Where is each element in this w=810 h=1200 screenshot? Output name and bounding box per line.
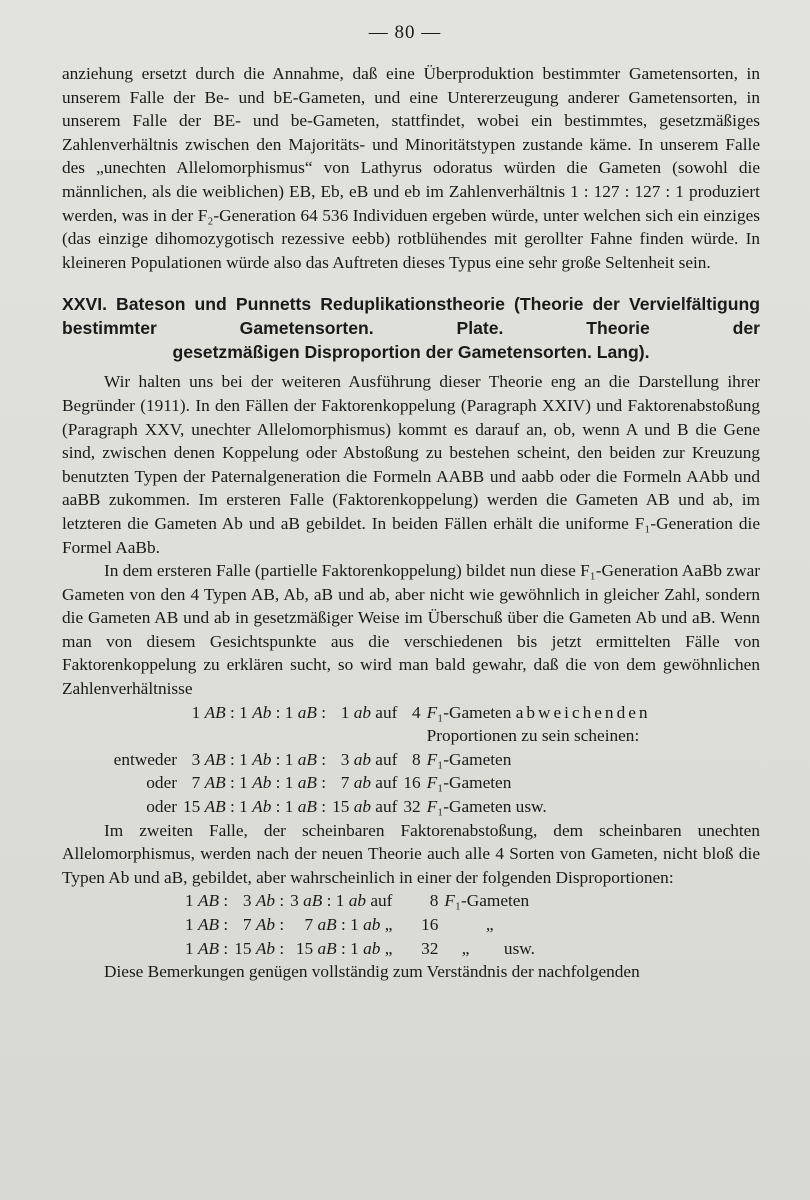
formula-n4: 3: [340, 749, 350, 769]
formula-mid: 15: [295, 938, 314, 958]
formula-n1: 15: [183, 797, 201, 817]
section-heading: [62, 292, 760, 364]
paragraph-4: Im zweiten Falle, der scheinbaren Faktorenabstoßung, dem scheinbaren unechten Allelomorphismus, werden nach der neuen Theorie auch alle 4 Sorten von Gameten, nicht bloß die Typen Ab und aB, gebildet, aber wahrscheinlich in einer der folgenden Disproportionen:: [62, 820, 760, 887]
section-heading-line2: gesetzmäßigen Disproportion der Gametensorten. Lang).: [172, 342, 650, 363]
formula-mid: 15: [234, 938, 252, 958]
formula-mid: 7: [242, 915, 252, 934]
formula-n1: 7: [191, 773, 201, 793]
formula-table-coupling: [92, 701, 654, 819]
formula-lead: [92, 701, 180, 725]
formula-table-repulsion: [182, 889, 538, 960]
formula-row: oder 7 AB : 1 Ab : 1 aB : 7 ab auf 16 F₁-Gameten: [92, 771, 654, 795]
formula-total: 32: [421, 938, 439, 958]
formula-total: 4: [412, 702, 421, 722]
formula-row: 1 AB : 1 Ab : 1 aB : 1 ab auf 4 F₁-Gameten abweichenden: [92, 701, 654, 725]
formula-n1: 1: [191, 702, 201, 722]
formula-n4: 7: [340, 773, 350, 793]
formula-total: 8: [429, 891, 439, 911]
formula-row: oder 15 AB : 1 Ab : 1 aB : 15 ab auf 32 F₁-Gameten usw.: [92, 795, 654, 819]
formula-row: 1 AB : 15 Ab : 15 aB : 1 ab „ 32 „ usw.: [185, 938, 535, 958]
page-body: [62, 62, 760, 984]
formula-lead: oder: [146, 773, 177, 793]
formula-tail2: Proportionen zu sein scheinen:: [426, 726, 640, 746]
formula-lead: oder: [146, 797, 177, 817]
page-number: — 80 —: [368, 22, 442, 43]
formula-total: 16: [403, 773, 421, 793]
section-heading-line1: XXVI. Bateson und Punnetts Reduplikationstheorie (Theorie der Vervielfältigung bestimmter Gametensorten. Plate. Theorie der: [62, 294, 760, 339]
paragraph-5: Diese Bemerkungen genügen vollständig zum Verständnis der nachfolgenden: [104, 962, 640, 982]
formula-lead: entweder: [113, 749, 177, 769]
formula-total: 8: [412, 749, 421, 769]
formula-mid: 3: [290, 891, 299, 911]
formula-total: 32: [403, 797, 421, 817]
formula-total: 16: [421, 915, 439, 934]
formula-row: 1 AB : 3 Ab : 3 aB : 1 ab auf 8 F₁-Gameten: [185, 891, 530, 911]
formula-n4: 1: [340, 702, 350, 722]
formula-mid: 3: [242, 891, 252, 911]
formula-row: entweder 3 AB : 1 Ab : 1 aB : 3 ab auf 8 F₁-Gameten: [92, 748, 654, 772]
formula-tail: usw.: [511, 797, 547, 817]
formula-tail: usw.: [503, 938, 535, 958]
formula-n1: 3: [191, 749, 201, 769]
formula-row: 1 AB : 7 Ab : 7 aB : 1 ab „ 16 „: [185, 915, 494, 934]
formula-mid: 7: [304, 915, 314, 934]
paragraph-3: In dem ersteren Falle (partielle Faktorenkoppelung) bildet nun diese F₁-Generation AaBb zwar Gameten von den 4 Typen AB, Ab, aB und ab, aber nicht wie gewöhnlich in gleicher Zahl, sondern die Gameten AB und ab in gesetzmäßiger Weise im Überschuß über die Gameten Ab und aB. Wenn man von diesem Gesichtspunkte aus die verschiedenen bis jetzt ermittelten Fälle von Faktorenkoppelung zu erklären sucht, so wird man bald gewahr, daß die von dem gewöhnlichen Zahlenverhältnisse: [62, 561, 760, 699]
paragraph-2: Wir halten uns bei der weiteren Ausführung dieser Theorie eng an die Darstellung ihrer Begründer (1911). In den Fällen der Faktorenkoppelung (Paragraph XXIV) und Faktorenabstoßung (Paragraph XXV, unechter Allelomorphismus) kommt es darauf an, ob, wenn A und B die Gene sind, zwischen denen Koppelung oder Abstoßung zu bestehen scheint, den beiden zur Kreuzung benutzten Typen der Paternalgeneration die Formeln AABB und aabb oder die Formeln AAbb und aaBB zukommen. Im ersteren Falle (Faktorenkoppelung) werden die Gameten AB und ab, im letzteren die Gameten Ab und aB gebildet. In beiden Fällen erhält die uniforme F₁-Generation die Formel AaBb.: [62, 372, 760, 557]
paragraph-intro: anziehung ersetzt durch die Annahme, daß eine Überproduktion bestimmter Gametensorten, in unserem Falle der Be- und bE-Gameten, und eine Untererzeugung anderer Gametensorten, in unserem Falle der BE- und be-Gameten, stattfindet, wobei ein bestimmtes, gesetzmäßiges Zahlenverhältnis zwischen den Majoritäts- und Minoritätstypen zustande käme. In unserem Falle des „unechten Allelomorphismus“ von Lathyrus odoratus würden die Gameten (sowohl die männlichen, als die weiblichen) EB, Eb, eB und eb im Zahlenverhältnis 1 : 127 : 127 : 1 produziert werden, was in der F₂-Generation 64 536 Individuen ergeben würde, unter welchen sich ein einziges (das einzige dihomozygotisch rezessive eebb) rotblühendes mit gerollter Fahne finden würde. In kleineren Populationen würde also das Auftreten dieses Typus eine sehr große Seltenheit sein.: [62, 64, 760, 272]
formula-tail: abweichenden: [515, 702, 651, 722]
formula-n4: 15: [332, 797, 350, 817]
